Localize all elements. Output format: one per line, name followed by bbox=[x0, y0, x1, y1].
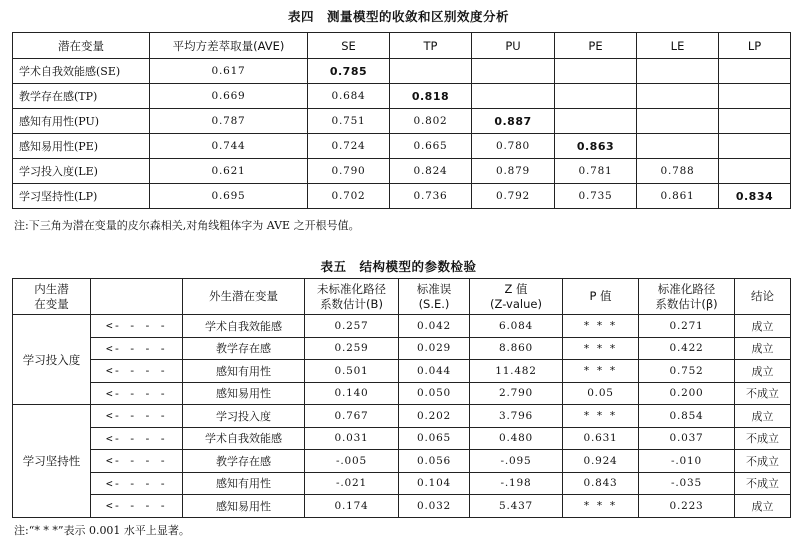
header-line: Z 值 bbox=[504, 281, 528, 296]
table-row bbox=[13, 59, 791, 84]
z-cell: 11.482 bbox=[470, 360, 563, 383]
corr-cell: 0.879 bbox=[472, 159, 555, 184]
z-cell: -.198 bbox=[470, 472, 563, 495]
p-cell: 0.05 bbox=[563, 382, 639, 405]
header-line: 系数估计(β) bbox=[655, 296, 718, 311]
table4-header-cell: PU bbox=[472, 33, 555, 59]
table4-header-cell: PE bbox=[555, 33, 637, 59]
conclusion-cell: 不成立 bbox=[735, 382, 791, 405]
table4-header-cell: 潜在变量 bbox=[13, 33, 150, 59]
se-cell: 0.202 bbox=[399, 405, 470, 428]
row-label: 学习坚持性(LP) bbox=[13, 184, 150, 209]
table4-header-cell: LE bbox=[637, 33, 719, 59]
corr-cell: 0.735 bbox=[555, 184, 637, 209]
header-line: 未标准化路径 bbox=[317, 281, 386, 296]
table4-title: 表四 测量模型的收敛和区别效度分析 bbox=[287, 9, 509, 24]
table5-title: 表五 结构模型的参数检验 bbox=[320, 259, 477, 274]
conclusion-cell: 不成立 bbox=[735, 427, 791, 450]
table5-header-cell bbox=[91, 279, 183, 315]
corr-cell bbox=[719, 59, 791, 84]
z-cell: 3.796 bbox=[470, 405, 563, 428]
arrow-cell: <- - - - bbox=[91, 337, 183, 360]
table5-header-cell bbox=[470, 279, 563, 315]
header-line: 系数估计(B) bbox=[320, 296, 383, 311]
exogenous-variable-cell: 学术自我效能感 bbox=[183, 315, 305, 338]
measurement-model-table bbox=[12, 32, 791, 209]
header-line: 标准化路径 bbox=[657, 281, 716, 296]
corr-cell: 0.790 bbox=[308, 159, 390, 184]
z-cell: 8.860 bbox=[470, 337, 563, 360]
arrow-cell: <- - - - bbox=[91, 382, 183, 405]
ave-cell: 0.621 bbox=[150, 159, 308, 184]
beta-cell: 0.422 bbox=[639, 337, 735, 360]
exogenous-variable-cell: 感知有用性 bbox=[183, 360, 305, 383]
p-cell: 0.924 bbox=[563, 450, 639, 473]
endogenous-variable-cell: 学习投入度 bbox=[13, 315, 91, 405]
table5-header-cell bbox=[639, 279, 735, 315]
corr-cell: 0.861 bbox=[637, 184, 719, 209]
corr-cell: 0.684 bbox=[308, 84, 390, 109]
table-row bbox=[13, 405, 791, 428]
conclusion-cell: 成立 bbox=[735, 337, 791, 360]
z-cell: -.095 bbox=[470, 450, 563, 473]
exogenous-variable-cell: 学习投入度 bbox=[183, 405, 305, 428]
se-cell: 0.056 bbox=[399, 450, 470, 473]
corr-cell: 0.751 bbox=[308, 109, 390, 134]
arrow-cell: <- - - - bbox=[91, 360, 183, 383]
corr-cell bbox=[390, 59, 472, 84]
exogenous-variable-cell: 感知易用性 bbox=[183, 382, 305, 405]
row-label: 教学存在感(TP) bbox=[13, 84, 150, 109]
table4-header-row bbox=[13, 33, 791, 59]
header-line: 在变量 bbox=[34, 296, 69, 311]
beta-cell: 0.037 bbox=[639, 427, 735, 450]
se-cell: 0.065 bbox=[399, 427, 470, 450]
exogenous-variable-cell: 感知有用性 bbox=[183, 472, 305, 495]
exogenous-variable-cell: 教学存在感 bbox=[183, 450, 305, 473]
exogenous-variable-cell: 学术自我效能感 bbox=[183, 427, 305, 450]
b-cell: 0.767 bbox=[305, 405, 399, 428]
corr-cell bbox=[472, 84, 555, 109]
table4-note: 注:下三角为潜在变量的皮尔森相关,对角线粗体字为 AVE 之开根号值。 bbox=[14, 219, 360, 232]
corr-cell: 0.702 bbox=[308, 184, 390, 209]
se-cell: 0.042 bbox=[399, 315, 470, 338]
table5-header-cell bbox=[305, 279, 399, 315]
p-cell: * * * bbox=[563, 405, 639, 428]
se-cell: 0.029 bbox=[399, 337, 470, 360]
arrow-cell: <- - - - bbox=[91, 315, 183, 338]
table-row bbox=[13, 315, 791, 338]
row-label: 感知易用性(PE) bbox=[13, 134, 150, 159]
sqrt-ave-cell: 0.887 bbox=[472, 109, 555, 134]
exogenous-variable-cell: 教学存在感 bbox=[183, 337, 305, 360]
corr-cell bbox=[472, 59, 555, 84]
ave-cell: 0.787 bbox=[150, 109, 308, 134]
table-row bbox=[13, 109, 791, 134]
sqrt-ave-cell: 0.818 bbox=[390, 84, 472, 109]
p-cell: * * * bbox=[563, 495, 639, 518]
table5-header-cell: P 值 bbox=[563, 279, 639, 315]
p-cell: * * * bbox=[563, 360, 639, 383]
corr-cell: 0.724 bbox=[308, 134, 390, 159]
se-cell: 0.050 bbox=[399, 382, 470, 405]
conclusion-cell: 成立 bbox=[735, 495, 791, 518]
header-line: (S.E.) bbox=[418, 296, 450, 311]
table-row bbox=[13, 472, 791, 495]
table-row bbox=[13, 84, 791, 109]
z-cell: 6.084 bbox=[470, 315, 563, 338]
p-cell: * * * bbox=[563, 315, 639, 338]
z-cell: 0.480 bbox=[470, 427, 563, 450]
table4-header-cell: TP bbox=[390, 33, 472, 59]
b-cell: 0.259 bbox=[305, 337, 399, 360]
p-cell: 0.631 bbox=[563, 427, 639, 450]
corr-cell: 0.788 bbox=[637, 159, 719, 184]
corr-cell bbox=[637, 134, 719, 159]
ave-cell: 0.695 bbox=[150, 184, 308, 209]
table4-header-cell: SE bbox=[308, 33, 390, 59]
table-row bbox=[13, 450, 791, 473]
ave-cell: 0.669 bbox=[150, 84, 308, 109]
table5-header-cell bbox=[399, 279, 470, 315]
corr-cell bbox=[637, 109, 719, 134]
beta-cell: 0.271 bbox=[639, 315, 735, 338]
corr-cell: 0.781 bbox=[555, 159, 637, 184]
corr-cell bbox=[719, 109, 791, 134]
beta-cell: 0.200 bbox=[639, 382, 735, 405]
b-cell: 0.501 bbox=[305, 360, 399, 383]
z-cell: 5.437 bbox=[470, 495, 563, 518]
ave-cell: 0.744 bbox=[150, 134, 308, 159]
structural-model-table bbox=[12, 278, 791, 518]
corr-cell bbox=[637, 59, 719, 84]
z-cell: 2.790 bbox=[470, 382, 563, 405]
corr-cell: 0.780 bbox=[472, 134, 555, 159]
arrow-cell: <- - - - bbox=[91, 495, 183, 518]
corr-cell: 0.802 bbox=[390, 109, 472, 134]
conclusion-cell: 成立 bbox=[735, 315, 791, 338]
row-label: 学术自我效能感(SE) bbox=[13, 59, 150, 84]
corr-cell: 0.665 bbox=[390, 134, 472, 159]
table5-header-cell bbox=[13, 279, 91, 315]
row-label: 学习投入度(LE) bbox=[13, 159, 150, 184]
arrow-cell: <- - - - bbox=[91, 427, 183, 450]
table-row bbox=[13, 382, 791, 405]
corr-cell bbox=[719, 159, 791, 184]
endogenous-variable-cell: 学习坚持性 bbox=[13, 405, 91, 518]
sqrt-ave-cell: 0.863 bbox=[555, 134, 637, 159]
corr-cell bbox=[555, 59, 637, 84]
b-cell: 0.174 bbox=[305, 495, 399, 518]
ave-cell: 0.617 bbox=[150, 59, 308, 84]
b-cell: -.021 bbox=[305, 472, 399, 495]
header-line: 标准误 bbox=[416, 281, 452, 296]
b-cell: 0.031 bbox=[305, 427, 399, 450]
p-cell: * * * bbox=[563, 337, 639, 360]
table-row bbox=[13, 184, 791, 209]
corr-cell: 0.736 bbox=[390, 184, 472, 209]
beta-cell: -.010 bbox=[639, 450, 735, 473]
header-line: 内生潜 bbox=[34, 281, 69, 296]
arrow-cell: <- - - - bbox=[91, 450, 183, 473]
b-cell: 0.140 bbox=[305, 382, 399, 405]
conclusion-cell: 不成立 bbox=[735, 472, 791, 495]
beta-cell: 0.854 bbox=[639, 405, 735, 428]
conclusion-cell: 成立 bbox=[735, 360, 791, 383]
arrow-cell: <- - - - bbox=[91, 405, 183, 428]
beta-cell: -.035 bbox=[639, 472, 735, 495]
conclusion-cell: 不成立 bbox=[735, 450, 791, 473]
conclusion-cell: 成立 bbox=[735, 405, 791, 428]
corr-cell bbox=[637, 84, 719, 109]
table-row bbox=[13, 337, 791, 360]
arrow-cell: <- - - - bbox=[91, 472, 183, 495]
table4-header-cell: 平均方差萃取量(AVE) bbox=[150, 33, 308, 59]
corr-cell: 0.792 bbox=[472, 184, 555, 209]
header-line: (Z-value) bbox=[490, 296, 542, 311]
table5-note: 注:“* * *”表示 0.001 水平上显著。 bbox=[14, 524, 190, 537]
table5-header-cell: 外生潜在变量 bbox=[183, 279, 305, 315]
sqrt-ave-cell: 0.834 bbox=[719, 184, 791, 209]
corr-cell bbox=[555, 84, 637, 109]
b-cell: 0.257 bbox=[305, 315, 399, 338]
sqrt-ave-cell: 0.785 bbox=[308, 59, 390, 84]
row-label: 感知有用性(PU) bbox=[13, 109, 150, 134]
b-cell: -.005 bbox=[305, 450, 399, 473]
corr-cell bbox=[555, 109, 637, 134]
table5-header-cell: 结论 bbox=[735, 279, 791, 315]
table-row bbox=[13, 495, 791, 518]
table-row bbox=[13, 427, 791, 450]
se-cell: 0.032 bbox=[399, 495, 470, 518]
corr-cell: 0.824 bbox=[390, 159, 472, 184]
beta-cell: 0.752 bbox=[639, 360, 735, 383]
se-cell: 0.104 bbox=[399, 472, 470, 495]
corr-cell bbox=[719, 84, 791, 109]
corr-cell bbox=[719, 134, 791, 159]
p-cell: 0.843 bbox=[563, 472, 639, 495]
table-row bbox=[13, 159, 791, 184]
table4-header-cell: LP bbox=[719, 33, 791, 59]
se-cell: 0.044 bbox=[399, 360, 470, 383]
table-row bbox=[13, 360, 791, 383]
exogenous-variable-cell: 感知易用性 bbox=[183, 495, 305, 518]
beta-cell: 0.223 bbox=[639, 495, 735, 518]
table5-header-row bbox=[13, 279, 791, 315]
table-row bbox=[13, 134, 791, 159]
